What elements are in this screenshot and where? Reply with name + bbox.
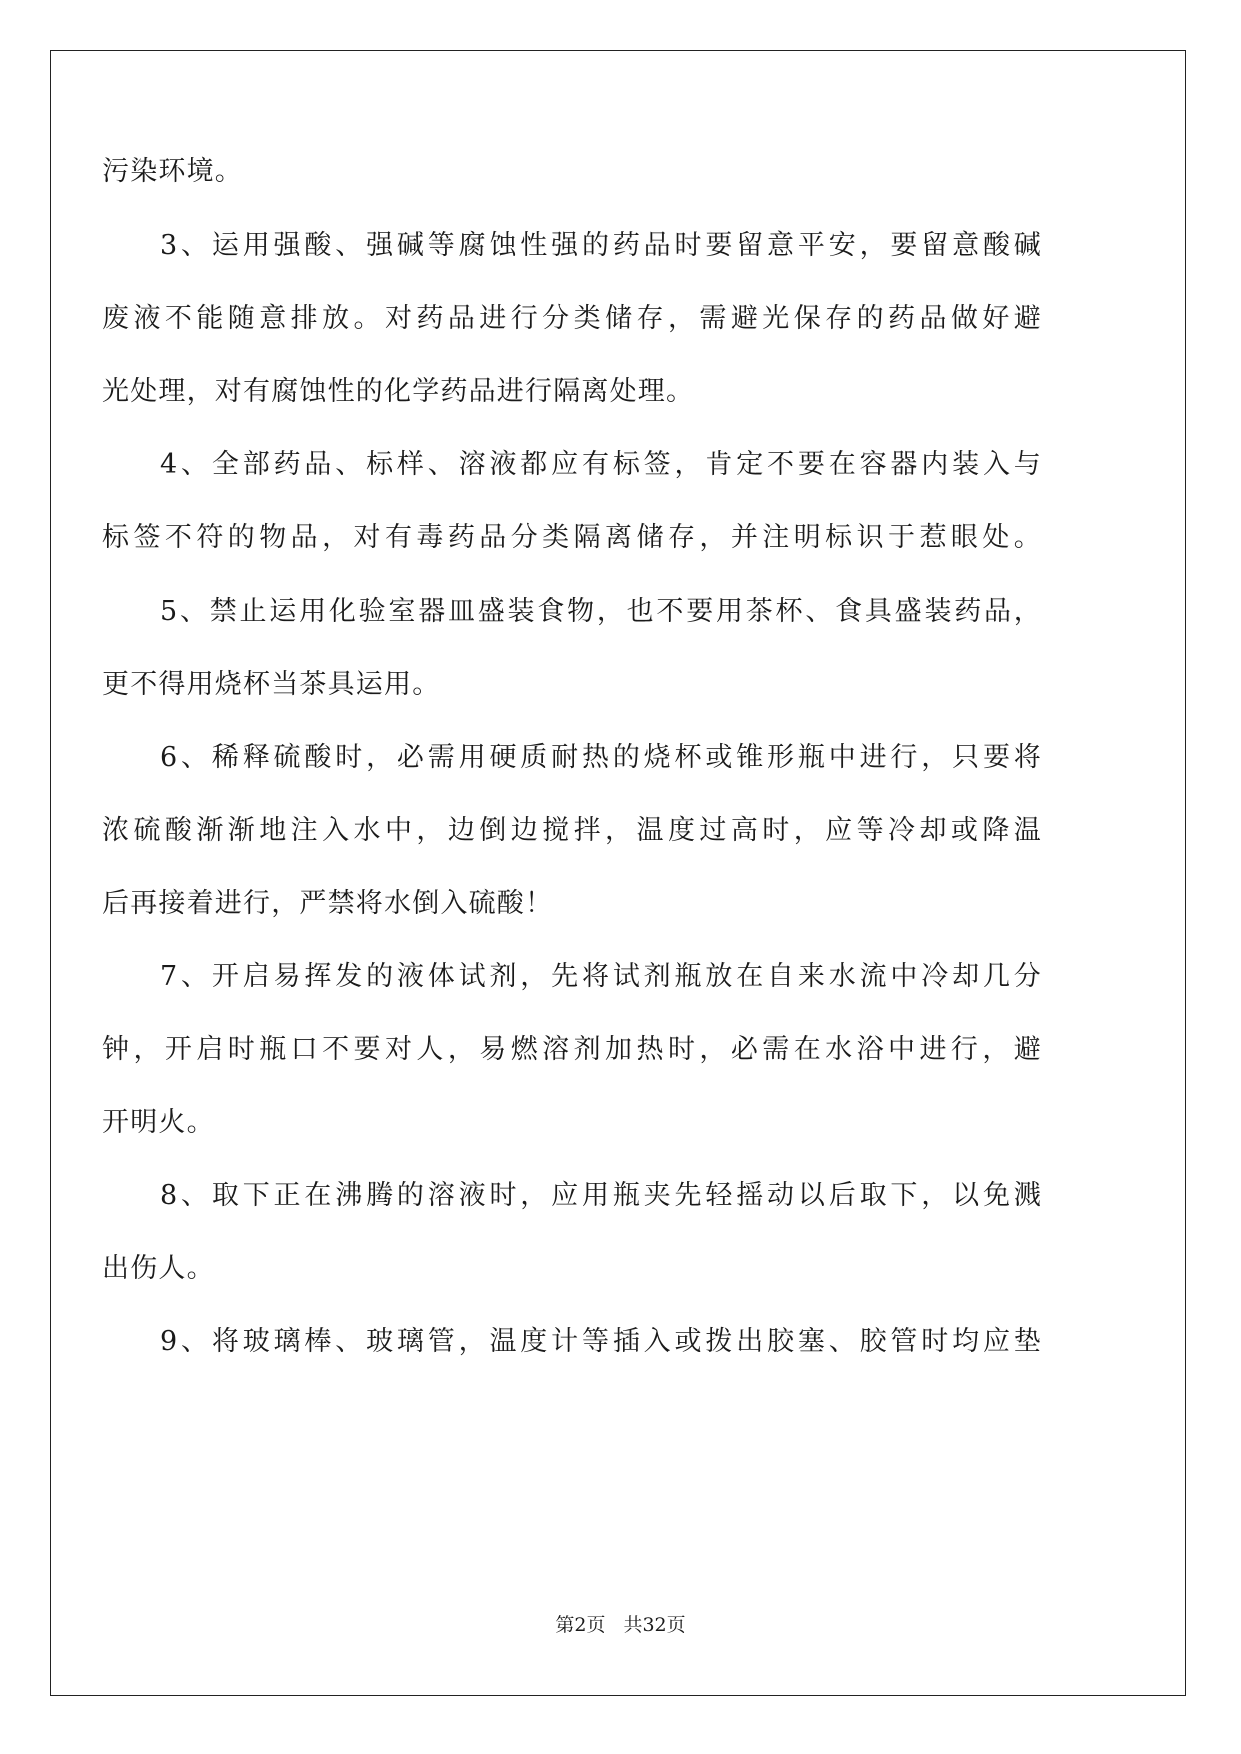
text-line: 开明火。 bbox=[102, 1107, 215, 1138]
text-line: 浓硫酸渐渐地注入水中，边倒边搅拌，温度过高时，应等冷却或降温 bbox=[102, 815, 1042, 846]
text-line: 5、禁止运用化验室器皿盛装食物，也不要用茶杯、食具盛装药品， bbox=[160, 596, 1042, 627]
text-line: 6、稀释硫酸时，必需用硬质耐热的烧杯或锥形瓶中进行，只要将 bbox=[160, 742, 1042, 773]
page-total: 共32页 bbox=[623, 1614, 686, 1636]
text-line: 光处理，对有腐蚀性的化学药品进行隔离处理。 bbox=[102, 376, 695, 407]
page-footer bbox=[0, 1610, 1241, 1637]
text-line: 9、将玻璃棒、玻璃管，温度计等插入或拨出胶塞、胶管时均应垫 bbox=[160, 1326, 1042, 1357]
text-line: 更不得用烧杯当茶具运用。 bbox=[102, 669, 441, 700]
text-line: 7、开启易挥发的液体试剂，先将试剂瓶放在自来水流中冷却几分 bbox=[160, 961, 1042, 992]
page-number: 第2页 bbox=[555, 1614, 606, 1636]
text-line: 后再接着进行，严禁将水倒入硫酸！ bbox=[102, 888, 554, 919]
text-line: 3、运用强酸、强碱等腐蚀性强的药品时要留意平安，要留意酸碱 bbox=[160, 230, 1042, 261]
page-frame bbox=[50, 50, 1186, 1696]
text-line: 废液不能随意排放。对药品进行分类储存，需避光保存的药品做好避 bbox=[102, 303, 1042, 334]
text-line: 标签不符的物品，对有毒药品分类隔离储存，并注明标识于惹眼处。 bbox=[102, 522, 1042, 553]
text-line: 污染环境。 bbox=[102, 156, 243, 187]
text-line: 出伤人。 bbox=[102, 1253, 215, 1284]
text-line: 8、取下正在沸腾的溶液时，应用瓶夹先轻摇动以后取下，以免溅 bbox=[160, 1180, 1042, 1211]
text-line: 4、全部药品、标样、溶液都应有标签，肯定不要在容器内装入与 bbox=[160, 449, 1042, 480]
text-line: 钟，开启时瓶口不要对人，易燃溶剂加热时，必需在水浴中进行，避 bbox=[102, 1034, 1042, 1065]
